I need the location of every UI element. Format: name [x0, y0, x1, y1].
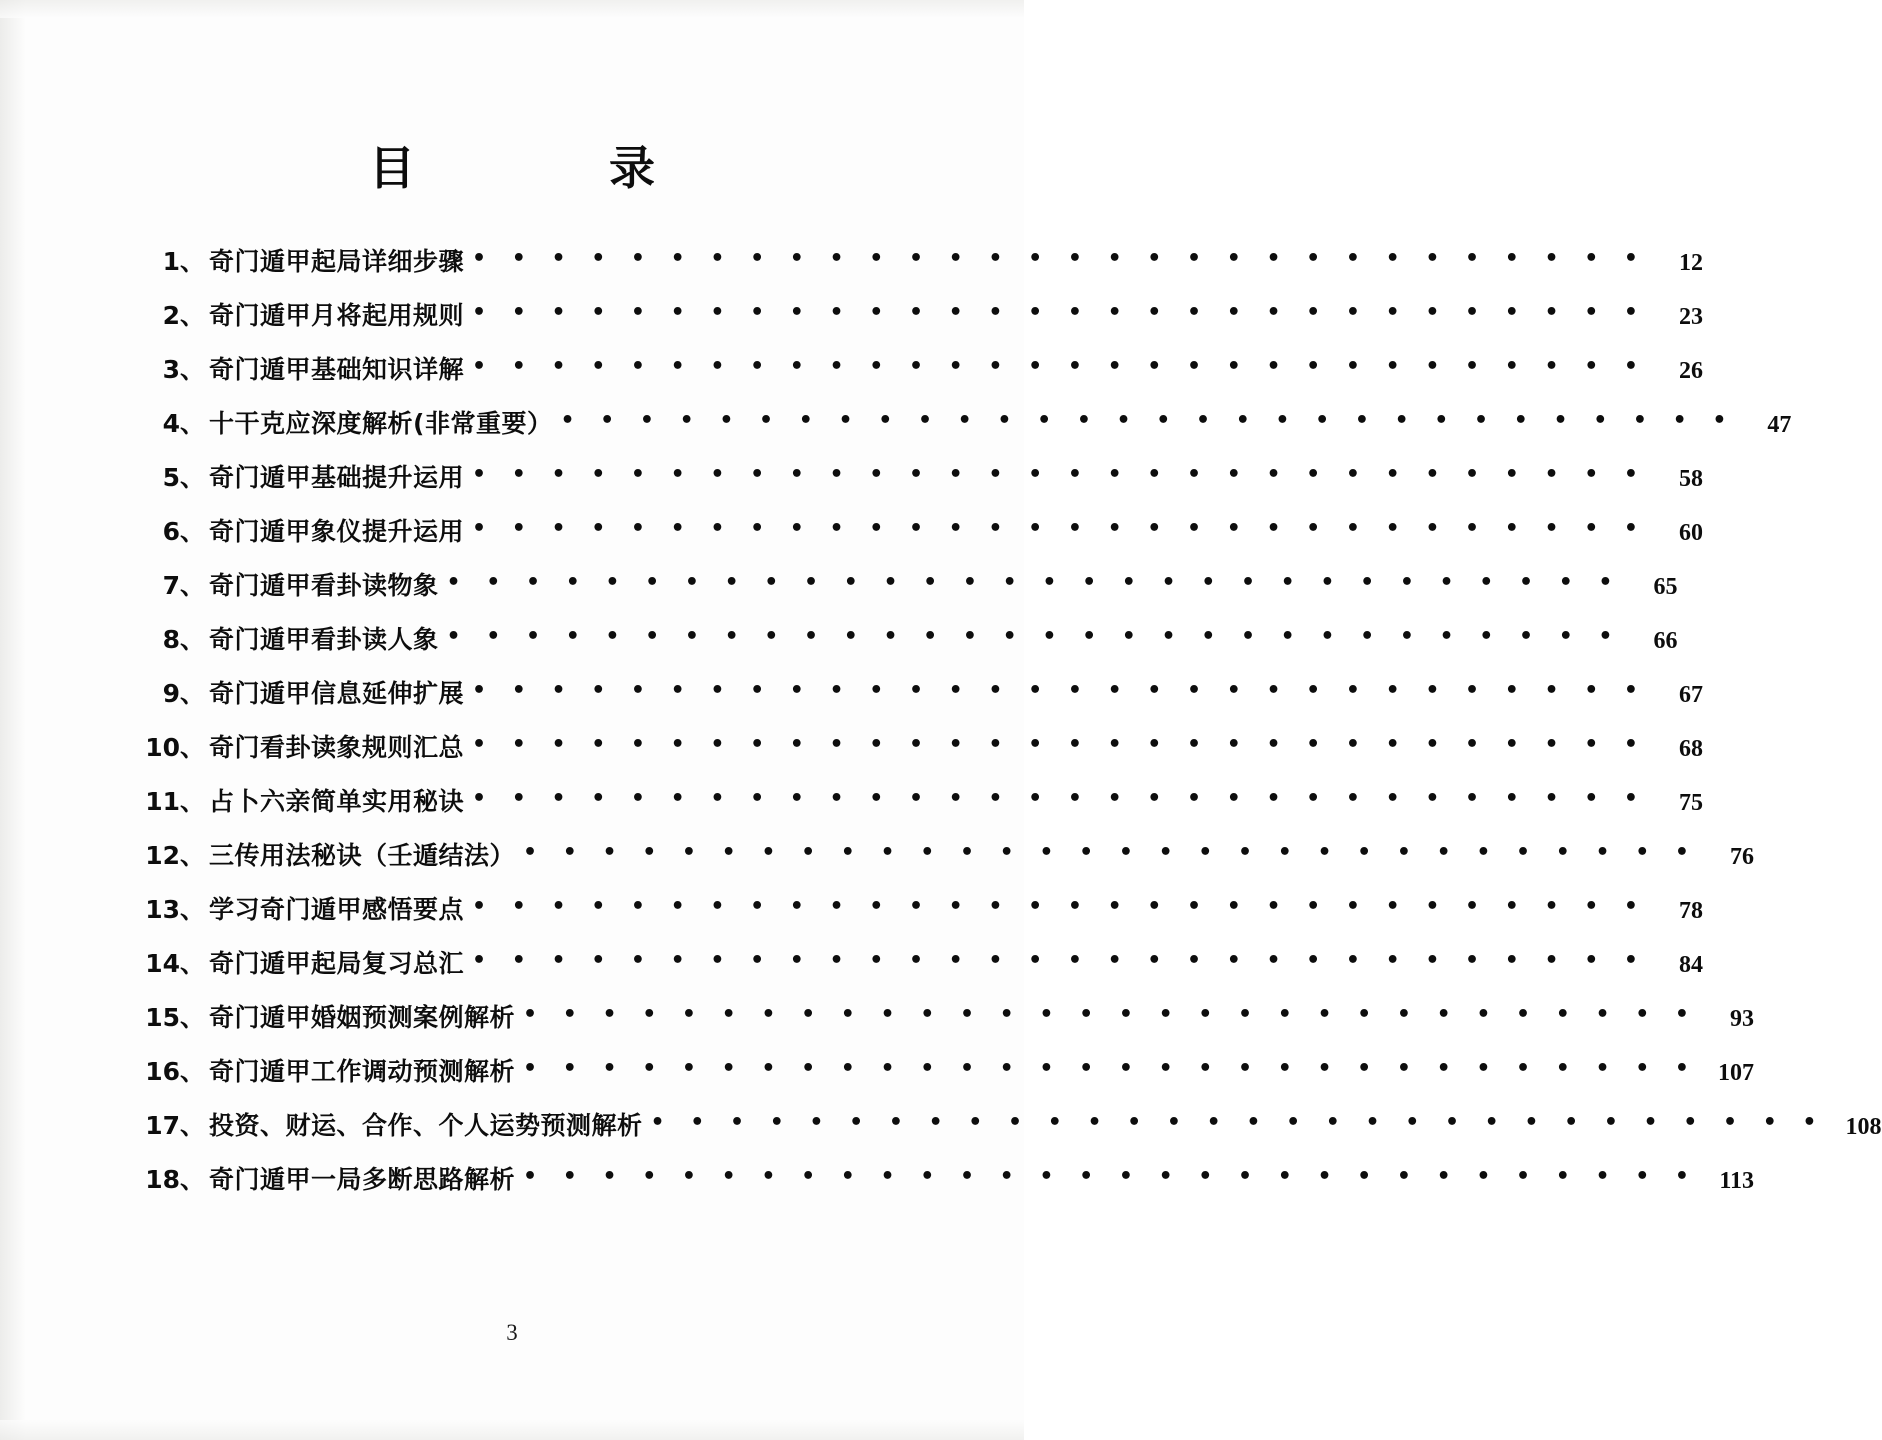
- toc-entry-label: 占卜六亲简单实用秘诀: [209, 787, 465, 816]
- toc-dot-leader: • • • • • • • • • • • • • • • • • • • • • • • • • • • • • •: [472, 948, 1647, 973]
- toc-entry[interactable]: [128, 728, 1703, 782]
- toc-entry-label: 奇门遁甲工作调动预测解析: [209, 1057, 516, 1086]
- toc-entry[interactable]: [128, 1160, 1754, 1214]
- toc-entry-number: 7: [162, 571, 180, 600]
- toc-entry-page: 26: [1679, 358, 1703, 384]
- toc-entry-page: 84: [1679, 952, 1703, 978]
- toc-entry-number: 10: [145, 733, 180, 762]
- toc-entry-separator: 、: [180, 301, 206, 330]
- toc-entry-separator: 、: [180, 247, 206, 276]
- toc-entry-label: 奇门遁甲基础提升运用: [209, 463, 465, 492]
- toc-entry-number: 14: [145, 949, 180, 978]
- toc-entry[interactable]: [128, 944, 1703, 998]
- scan-edge-bottom: [0, 1420, 1024, 1440]
- toc-entry[interactable]: [128, 350, 1703, 404]
- toc-entry-separator: 、: [180, 625, 206, 654]
- toc-dot-leader: • • • • • • • • • • • • • • • • • • • • • • • • • • • • • •: [472, 516, 1647, 541]
- toc-entry[interactable]: [128, 512, 1703, 566]
- toc-entry[interactable]: [128, 1052, 1754, 1106]
- toc-entry-separator: 、: [180, 1165, 206, 1194]
- toc-entry-page: 47: [1767, 412, 1792, 438]
- toc-entry[interactable]: [128, 674, 1703, 728]
- table-of-contents: [128, 242, 1882, 1214]
- scan-edge-top: [0, 0, 1024, 18]
- toc-entry-separator: 、: [180, 1111, 206, 1140]
- toc-entry-separator: 、: [180, 355, 206, 384]
- toc-entry-page: 107: [1718, 1060, 1754, 1086]
- toc-entry-number: 12: [145, 841, 180, 870]
- toc-entry-number: 5: [162, 463, 180, 492]
- toc-entry-label: 奇门遁甲起局复习总汇: [209, 949, 465, 978]
- toc-entry-separator: 、: [180, 571, 206, 600]
- toc-entry-number: 6: [162, 517, 180, 546]
- toc-dot-leader: • • • • • • • • • • • • • • • • • • • • • • • • • • • • • •: [472, 732, 1647, 757]
- toc-entry[interactable]: [128, 566, 1678, 620]
- toc-entry-label: 十干克应深度解析(非常重要）: [209, 409, 553, 438]
- toc-dot-leader: • • • • • • • • • • • • • • • • • • • • • • • • • • • • • •: [472, 462, 1647, 487]
- toc-entry-number: 16: [145, 1057, 180, 1086]
- toc-entry[interactable]: [128, 296, 1703, 350]
- toc-entry-number: 1: [162, 247, 180, 276]
- toc-entry[interactable]: [128, 836, 1754, 890]
- toc-entry[interactable]: [128, 620, 1678, 674]
- folio-page-number: 3: [506, 1320, 518, 1345]
- toc-entry[interactable]: [128, 782, 1703, 836]
- toc-entry-page: 76: [1730, 844, 1754, 870]
- toc-entry-label: 奇门看卦读象规则汇总: [209, 733, 465, 762]
- toc-entry-number: 2: [162, 301, 180, 330]
- toc-entry-label: 奇门遁甲看卦读物象: [209, 571, 439, 600]
- toc-entry-separator: 、: [180, 1003, 206, 1032]
- toc-entry-page: 68: [1679, 736, 1703, 762]
- toc-entry-label: 奇门遁甲基础知识详解: [209, 355, 465, 384]
- toc-dot-leader: • • • • • • • • • • • • • • • • • • • • • • • • • • • • • •: [560, 408, 1736, 433]
- toc-entry-number: 13: [145, 895, 180, 924]
- scan-edge-left: [0, 0, 26, 1440]
- toc-entry-separator: 、: [180, 463, 206, 492]
- toc-entry-page: 93: [1730, 1006, 1754, 1032]
- page-title: 目 录: [369, 141, 689, 195]
- toc-dot-leader: • • • • • • • • • • • • • • • • • • • • • • • • • • • • • •: [523, 1002, 1698, 1027]
- toc-entry-separator: 、: [180, 679, 206, 708]
- toc-dot-leader: • • • • • • • • • • • • • • • • • • • • • • • • • • • • • •: [446, 624, 1622, 649]
- toc-dot-leader: • • • • • • • • • • • • • • • • • • • • • • • • • • • • • •: [472, 894, 1647, 919]
- toc-entry-page: 12: [1679, 250, 1703, 276]
- toc-entry-label: 学习奇门遁甲感悟要点: [209, 895, 465, 924]
- toc-entry-page: 108: [1845, 1114, 1882, 1140]
- toc-entry-label: 投资、财运、合作、个人运势预测解析: [209, 1111, 643, 1140]
- toc-entry-separator: 、: [180, 841, 206, 870]
- toc-entry-separator: 、: [180, 409, 206, 438]
- toc-entry[interactable]: [128, 1106, 1882, 1160]
- toc-entry-page: 78: [1679, 898, 1703, 924]
- toc-entry-page: 60: [1679, 520, 1703, 546]
- toc-dot-leader: • • • • • • • • • • • • • • • • • • • • • • • • • • • • • •: [472, 300, 1647, 325]
- toc-dot-leader: • • • • • • • • • • • • • • • • • • • • • • • • • • • • • •: [472, 678, 1647, 703]
- toc-entry[interactable]: [128, 890, 1703, 944]
- toc-entry-label: 奇门遁甲起局详细步骤: [209, 247, 465, 276]
- toc-entry-number: 11: [145, 787, 180, 816]
- toc-entry-number: 18: [145, 1165, 180, 1194]
- toc-entry-label: 三传用法秘诀（壬遁结法）: [209, 841, 516, 870]
- toc-dot-leader: • • • • • • • • • • • • • • • • • • • • • • • • • • • • • •: [472, 246, 1647, 271]
- toc-entry-label: 奇门遁甲看卦读人象: [209, 625, 439, 654]
- toc-dot-leader: • • • • • • • • • • • • • • • • • • • • • • • • • • • • • •: [472, 786, 1647, 811]
- toc-entry-page: 66: [1653, 628, 1678, 654]
- toc-entry-page: 67: [1679, 682, 1703, 708]
- toc-entry-separator: 、: [180, 733, 206, 762]
- toc-entry-number: 4: [162, 409, 180, 438]
- toc-entry-separator: 、: [180, 895, 206, 924]
- toc-dot-leader: • • • • • • • • • • • • • • • • • • • • • • • • • • • • • •: [523, 1056, 1698, 1081]
- toc-entry-number: 3: [162, 355, 180, 384]
- toc-entry[interactable]: [128, 404, 1792, 458]
- toc-entry-separator: 、: [180, 517, 206, 546]
- toc-entry-separator: 、: [180, 1057, 206, 1086]
- toc-entry-number: 17: [145, 1111, 180, 1140]
- toc-entry[interactable]: [128, 242, 1703, 296]
- toc-entry-label: 奇门遁甲象仪提升运用: [209, 517, 465, 546]
- toc-entry-page: 23: [1679, 304, 1703, 330]
- toc-entry-number: 9: [162, 679, 180, 708]
- toc-entry-page: 113: [1719, 1168, 1754, 1194]
- toc-entry[interactable]: [128, 998, 1754, 1052]
- toc-dot-leader: • • • • • • • • • • • • • • • • • • • • • • • • • • • • • •: [523, 1164, 1698, 1189]
- toc-entry-page: 58: [1679, 466, 1703, 492]
- toc-entry-page: 65: [1653, 574, 1678, 600]
- toc-entry-page: 75: [1679, 790, 1703, 816]
- toc-entry-label: 奇门遁甲月将起用规则: [209, 301, 465, 330]
- toc-entry[interactable]: [128, 458, 1703, 512]
- toc-entry-label: 奇门遁甲婚姻预测案例解析: [209, 1003, 516, 1032]
- toc-entry-label: 奇门遁甲一局多断思路解析: [209, 1165, 516, 1194]
- toc-entry-label: 奇门遁甲信息延伸扩展: [209, 679, 465, 708]
- toc-entry-separator: 、: [180, 949, 206, 978]
- toc-entry-number: 8: [162, 625, 180, 654]
- toc-dot-leader: • • • • • • • • • • • • • • • • • • • • • • • • • • • • • •: [650, 1110, 1826, 1135]
- toc-dot-leader: • • • • • • • • • • • • • • • • • • • • • • • • • • • • • •: [523, 840, 1698, 865]
- toc-dot-leader: • • • • • • • • • • • • • • • • • • • • • • • • • • • • • •: [446, 570, 1622, 595]
- toc-entry-number: 15: [145, 1003, 180, 1032]
- toc-entry-separator: 、: [180, 787, 206, 816]
- toc-dot-leader: • • • • • • • • • • • • • • • • • • • • • • • • • • • • • •: [472, 354, 1647, 379]
